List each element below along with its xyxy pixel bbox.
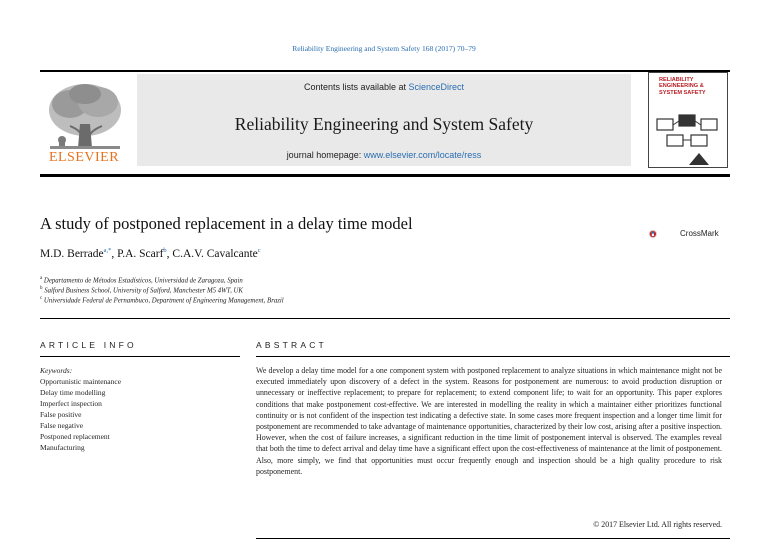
cover-title: RELIABILITY ENGINEERING & SYSTEM SAFETY <box>659 77 706 96</box>
affiliation-text: Departamento de Métodos Estadísticos, Universidad de Zaragoza, Spain <box>42 277 243 285</box>
journal-cover[interactable] <box>648 72 728 168</box>
crossmark-label[interactable]: CrossMark <box>680 229 719 238</box>
affiliation-mark: b <box>40 286 43 291</box>
author-separator: , <box>111 247 118 260</box>
author-name[interactable]: M.D. Berrade <box>40 247 104 260</box>
author-name[interactable]: C.A.V. Cavalcante <box>172 247 258 260</box>
affiliation-text: Universidade Federal de Pernambuco, Department of Engineering Management, Brazil <box>42 297 284 305</box>
keywords-label: Keywords: <box>40 366 73 375</box>
homepage-prefix: journal homepage: <box>286 150 364 160</box>
contents-line <box>137 82 631 92</box>
keyword-item: Manufacturing <box>40 443 85 452</box>
homepage-line <box>137 150 631 160</box>
keyword-item: Postponed replacement <box>40 432 110 441</box>
top-rule <box>40 70 730 72</box>
author-marks[interactable]: c <box>257 247 261 254</box>
journal-masthead <box>137 74 631 166</box>
article-info-rule <box>40 356 240 357</box>
affiliation-mark: c <box>40 296 43 301</box>
abstract-text: We develop a delay time model for a one component system with postponed replacement to analyze situations in which maintenance might not be executed immediately upon discovery of a defect in the system. Reasons for postponement are numerous: to avoid production disruption or unnecessary or ineffective replacement; to prepare for replacement; to extend component life; to wait for an opportunity. This paper explores conditions that make postponement cost-effective. We are interested in modelling the reality in which a maintainer either prioritizes functional continuity or is not confident of the inspection test indicating a defective state. In some cases more frequent inspection and a longer time limit for postponement are recommended to take advantage of maintenance opportunities, characterized by their low cost, arising after a positive inspection. However, when the cost of failure increases, a significant reduction in the time limit of postponement interval is observed. The examples reveal that both the time to defect arrival and delay time have a significant effect upon the cost-effectiveness of maintenance at the limit of postponement. Also, more simply, we find that opportunities must occur frequently enough and inspection should be a high quality procedure to risk postponement. <box>256 366 722 476</box>
author-marks[interactable]: a,* <box>103 247 112 254</box>
section-rule <box>40 318 730 319</box>
author-marks[interactable]: b <box>163 247 167 254</box>
journal-citation[interactable]: Reliability Engineering and System Safety 168 (2017) 70–79 <box>292 44 476 53</box>
author-separator: , <box>166 247 173 260</box>
elsevier-wordmark: ELSEVIER <box>48 150 120 165</box>
bottom-rule <box>256 538 730 539</box>
crossmark-icon[interactable] <box>648 220 676 248</box>
journal-title: Reliability Engineering and System Safety <box>234 114 534 134</box>
keyword-list <box>40 376 121 453</box>
keyword-item: False positive <box>40 410 82 419</box>
sciencedirect-link[interactable]: ScienceDirect <box>408 82 465 92</box>
keyword-item: Imperfect inspection <box>40 399 102 408</box>
cover-diagram-icon <box>649 73 728 168</box>
affiliation <box>40 276 243 284</box>
affiliation-mark: a <box>40 276 43 281</box>
keyword-item: False negative <box>40 421 84 430</box>
abstract-heading: ABSTRACT <box>256 340 327 350</box>
abstract-rule <box>256 356 730 357</box>
affiliation <box>40 296 284 304</box>
keyword-item: Delay time modelling <box>40 388 106 397</box>
affiliation-text: Salford Business School, University of Salford, Manchester M5 4WT, UK <box>42 287 243 295</box>
author-name[interactable]: P.A. Scarf <box>117 247 164 260</box>
keyword-item: Opportunistic maintenance <box>40 377 122 386</box>
article-title: A study of postponed replacement in a delay time model <box>40 214 413 233</box>
homepage-link[interactable]: www.elsevier.com/locate/ress <box>363 150 482 160</box>
article-info-heading: ARTICLE INFO <box>40 340 137 350</box>
affiliation <box>40 286 243 294</box>
author-list <box>40 247 261 260</box>
contents-prefix: Contents lists available at <box>303 82 409 92</box>
copyright-notice: © 2017 Elsevier Ltd. All rights reserved. <box>593 520 722 529</box>
masthead-rule <box>40 174 730 177</box>
